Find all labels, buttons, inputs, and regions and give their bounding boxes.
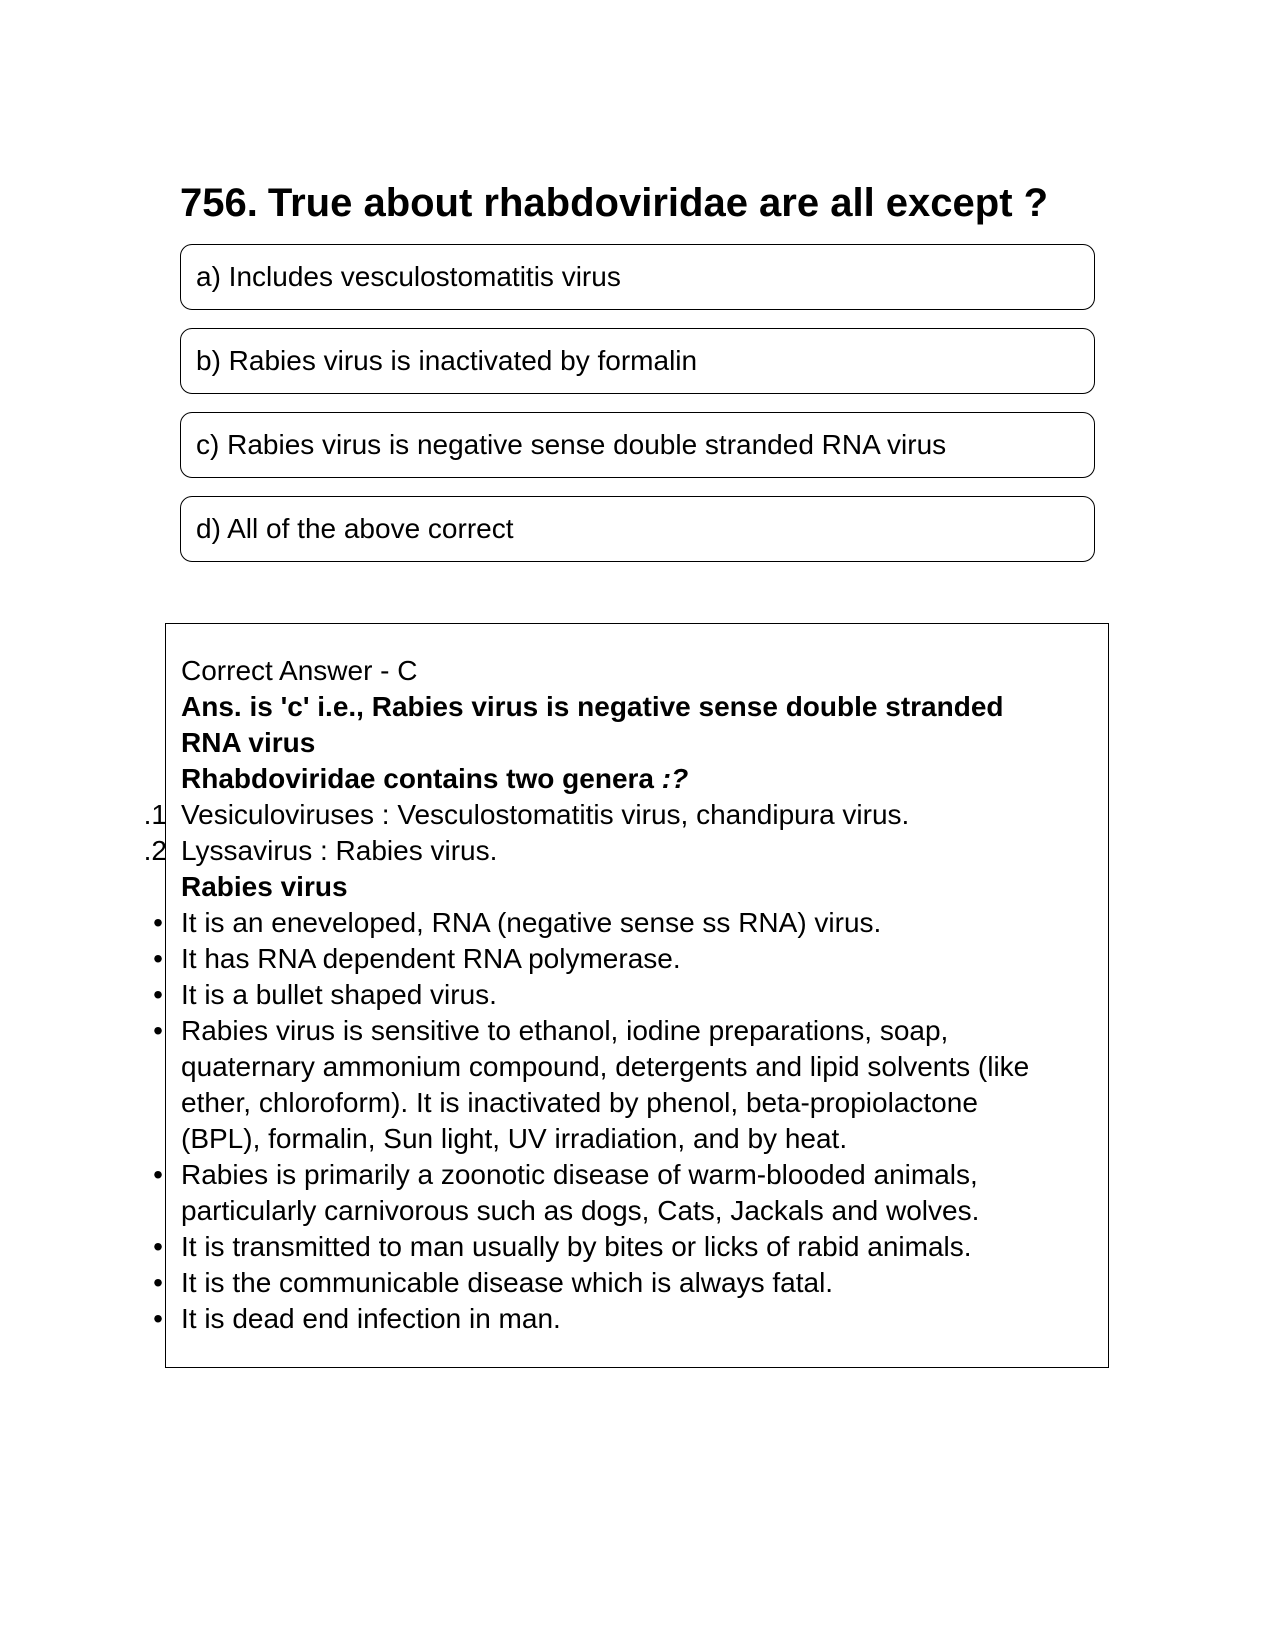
correct-answer-label: Correct Answer - C <box>181 655 418 686</box>
genus-text-2: Lyssavirus : Rabies virus. <box>181 835 498 866</box>
bullet-dot-icon: • <box>153 1159 163 1190</box>
genus-marker-1: 1. <box>143 799 167 830</box>
genus-item-1 <box>143 797 1106 833</box>
option-a[interactable]: a) Includes vesculostomatitis virus <box>180 244 1095 310</box>
explanation-heading-line-1: Ans. is 'c' i.e., Rabies virus is negative sense double stranded <box>181 691 1004 722</box>
bullet-item <box>153 1229 1106 1265</box>
bullet-text-line: It is dead end infection in man. <box>181 1303 561 1334</box>
option-d[interactable]: d) All of the above correct <box>180 496 1095 562</box>
rabies-bullet-list <box>153 905 1106 1337</box>
bullet-text-line: quaternary ammonium compound, detergents and lipid solvents (like <box>181 1051 1030 1082</box>
genera-heading <box>181 761 1106 797</box>
bullet-dot-icon: • <box>153 943 163 974</box>
bullet-text-line: ether, chloroform). It is inactivated by phenol, beta-propiolactone <box>181 1087 978 1118</box>
answer-explanation <box>143 653 1106 1337</box>
bullet-dot-icon: • <box>153 979 163 1010</box>
genera-heading-text: Rhabdoviridae contains two genera <box>181 763 654 794</box>
bullet-item <box>153 1013 1106 1157</box>
genus-item-2 <box>143 833 1106 869</box>
rabies-heading: Rabies virus <box>181 871 348 902</box>
genus-text-1: Vesiculoviruses : Vesculostomatitis virus, chandipura virus. <box>181 799 910 830</box>
bullet-dot-icon: • <box>153 1231 163 1262</box>
genus-marker-2: 2. <box>143 835 167 866</box>
bullet-item <box>153 977 1106 1013</box>
bullet-text-line: It is the communicable disease which is always fatal. <box>181 1267 834 1298</box>
bullet-dot-icon: • <box>153 907 163 938</box>
bullet-text-line: particularly carnivorous such as dogs, Cats, Jackals and wolves. <box>181 1195 980 1226</box>
bullet-item <box>153 1301 1106 1337</box>
bullet-item <box>153 1265 1106 1301</box>
bullet-text-line: Rabies is primarily a zoonotic disease of warm-blooded animals, <box>181 1159 978 1190</box>
bullet-item <box>153 905 1106 941</box>
option-b[interactable]: b) Rabies virus is inactivated by formalin <box>180 328 1095 394</box>
genera-heading-suffix: :? <box>653 763 689 794</box>
bullet-text-line: It is a bullet shaped virus. <box>181 979 497 1010</box>
bullet-text-line: It has RNA dependent RNA polymerase. <box>181 943 681 974</box>
bullet-text-line: Rabies virus is sensitive to ethanol, iodine preparations, soap, <box>181 1015 949 1046</box>
question-text: True about rhabdoviridae are all except ? <box>267 181 1049 225</box>
question-number: 756. <box>180 181 258 225</box>
bullet-dot-icon: • <box>153 1267 163 1298</box>
bullet-text-line: It is transmitted to man usually by bites or licks of rabid animals. <box>181 1231 972 1262</box>
question-heading <box>180 178 1120 228</box>
explanation-heading-line-2: RNA virus <box>181 727 316 758</box>
bullet-dot-icon: • <box>153 1015 163 1046</box>
bullet-text-line: (BPL), formalin, Sun light, UV irradiation, and by heat. <box>181 1123 848 1154</box>
bullet-text-line: It is an eneveloped, RNA (negative sense ss RNA) virus. <box>181 907 882 938</box>
bullet-dot-icon: • <box>153 1303 163 1334</box>
bullet-item <box>153 941 1106 977</box>
bullet-item <box>153 1157 1106 1229</box>
option-c[interactable]: c) Rabies virus is negative sense double stranded RNA virus <box>180 412 1095 478</box>
